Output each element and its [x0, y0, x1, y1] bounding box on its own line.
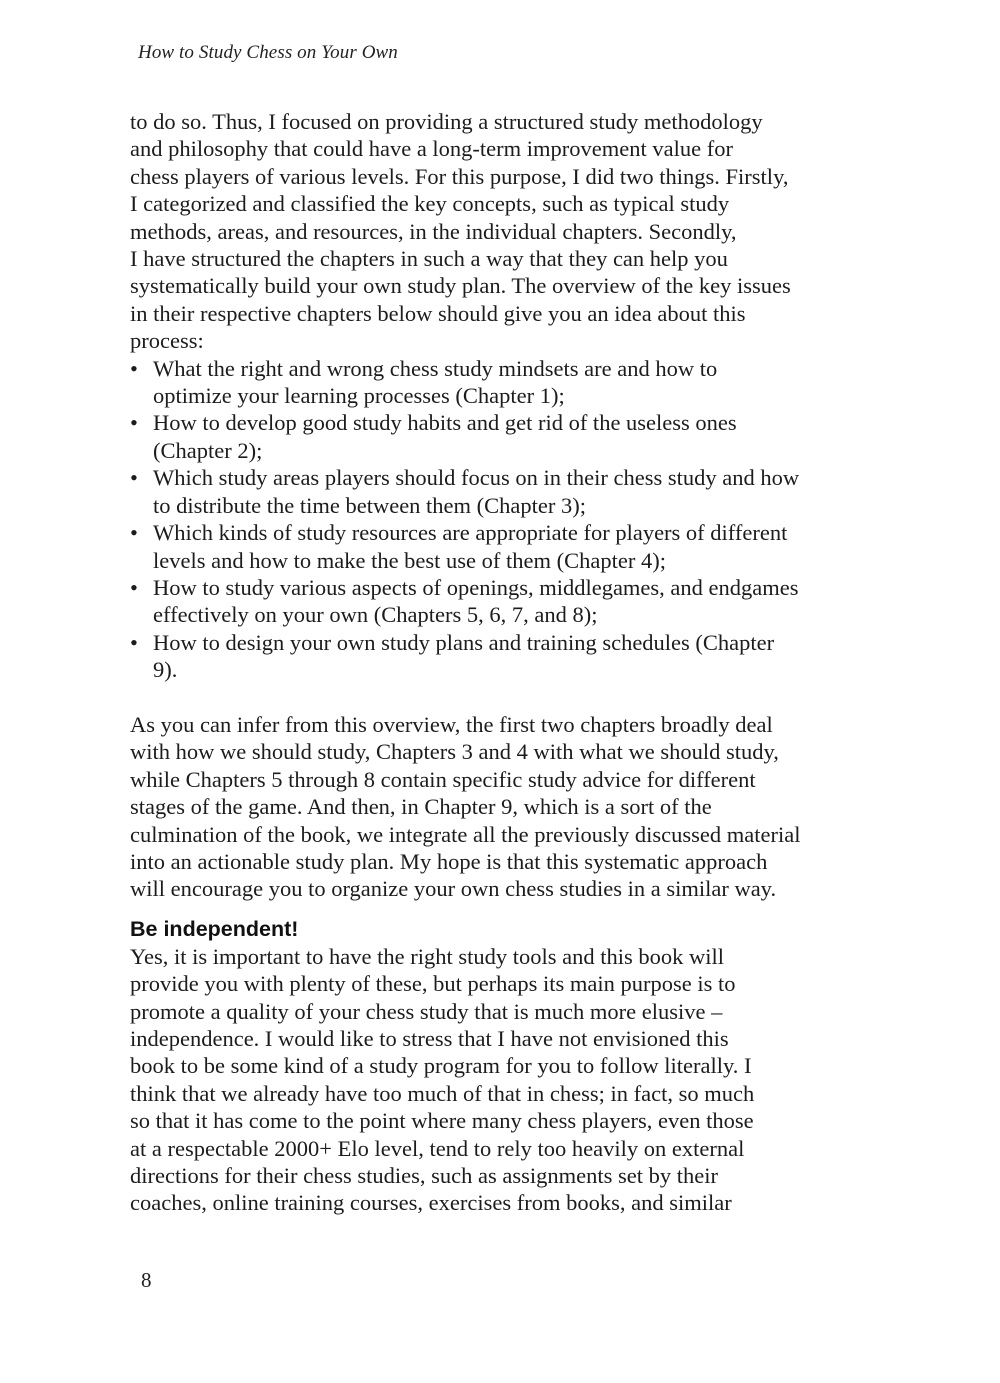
- text-line: provide you with plenty of these, but perhaps its main purpose is to: [130, 971, 736, 997]
- section-heading: Be independent!: [130, 916, 299, 941]
- text-line: will encourage you to organize your own chess studies in a similar way.: [130, 876, 777, 902]
- list-item: [130, 409, 870, 464]
- text-line: How to study various aspects of openings, middlegames, and endgames: [153, 574, 799, 600]
- paragraph-spacer: [130, 684, 870, 711]
- bullet-icon: •: [130, 520, 138, 546]
- text-line: stages of the game. And then, in Chapter 9, which is a sort of the: [130, 794, 712, 820]
- text-line: optimize your learning processes (Chapter 1);: [153, 383, 565, 409]
- text-line: How to design your own study plans and training schedules (Chapter: [153, 629, 775, 655]
- bullet-icon: •: [130, 574, 138, 600]
- text-line: in their respective chapters below should give you an idea about this: [130, 300, 746, 326]
- text-line: independence. I would like to stress that I have not envisioned this: [130, 1025, 729, 1051]
- text-line: so that it has come to the point where many chess players, even those: [130, 1108, 754, 1134]
- text-line: into an actionable study plan. My hope is that this systematic approach: [130, 848, 768, 874]
- running-header: How to Study Chess on Your Own: [138, 42, 398, 63]
- text-line: systematically build your own study plan. The overview of the key issues: [130, 273, 791, 299]
- bullet-icon: •: [130, 629, 138, 655]
- text-line: think that we already have too much of that in chess; in fact, so much: [130, 1080, 755, 1106]
- text-line: process:: [130, 328, 204, 354]
- text-line: chess players of various levels. For this purpose, I did two things. Firstly,: [130, 163, 789, 189]
- text-line: effectively on your own (Chapters 5, 6, 7, and 8);: [153, 602, 598, 628]
- text-line: I categorized and classified the key concepts, such as typical study: [130, 191, 730, 217]
- bullet-icon: •: [130, 465, 138, 491]
- bullet-icon: •: [130, 410, 138, 436]
- text-line: culmination of the book, we integrate all the previously discussed material: [130, 821, 801, 847]
- section-paragraph: [130, 943, 870, 1217]
- list-item: [130, 355, 870, 410]
- text-line: How to develop good study habits and get rid of the useless ones: [153, 410, 737, 436]
- text-line: promote a quality of your chess study that is much more elusive –: [130, 998, 723, 1024]
- text-line: Which kinds of study resources are appropriate for players of different: [153, 520, 788, 546]
- text-line: (Chapter 2);: [153, 437, 263, 463]
- text-line: book to be some kind of a study program for you to follow literally. I: [130, 1053, 752, 1079]
- text-line: to do so. Thus, I focused on providing a structured study methodology: [130, 109, 763, 134]
- list-item: [130, 519, 870, 574]
- page-number: 8: [141, 1268, 152, 1292]
- text-line: directions for their chess studies, such as assignments set by their: [130, 1163, 719, 1189]
- list-item: [130, 464, 870, 519]
- text-line: to distribute the time between them (Chapter 3);: [153, 492, 587, 518]
- text-line: and philosophy that could have a long-term improvement value for: [130, 136, 733, 162]
- text-line: Yes, it is important to have the right study tools and this book will: [130, 943, 724, 969]
- text-line: I have structured the chapters in such a way that they can help you: [130, 246, 728, 272]
- list-item: [130, 574, 870, 629]
- text-line: methods, areas, and resources, in the individual chapters. Secondly,: [130, 218, 737, 244]
- text-line: 9).: [153, 657, 178, 683]
- text-line: What the right and wrong chess study mindsets are and how to: [153, 355, 718, 381]
- body-text: [130, 108, 870, 1217]
- intro-paragraph: [130, 108, 870, 355]
- text-line: at a respectable 2000+ Elo level, tend to rely too heavily on external: [130, 1135, 745, 1161]
- list-item: [130, 629, 870, 684]
- overview-paragraph: [130, 711, 870, 903]
- text-line: levels and how to make the best use of them (Chapter 4);: [153, 547, 666, 573]
- text-line: while Chapters 5 through 8 contain specific study advice for different: [130, 766, 756, 792]
- text-line: coaches, online training courses, exercises from books, and similar: [130, 1190, 732, 1216]
- text-line: Which study areas players should focus on in their chess study and how: [153, 465, 800, 491]
- text-line: with how we should study, Chapters 3 and 4 with what we should study,: [130, 739, 779, 765]
- chapter-overview-list: [130, 355, 870, 684]
- text-line: As you can infer from this overview, the first two chapters broadly deal: [130, 711, 773, 737]
- bullet-icon: •: [130, 355, 138, 381]
